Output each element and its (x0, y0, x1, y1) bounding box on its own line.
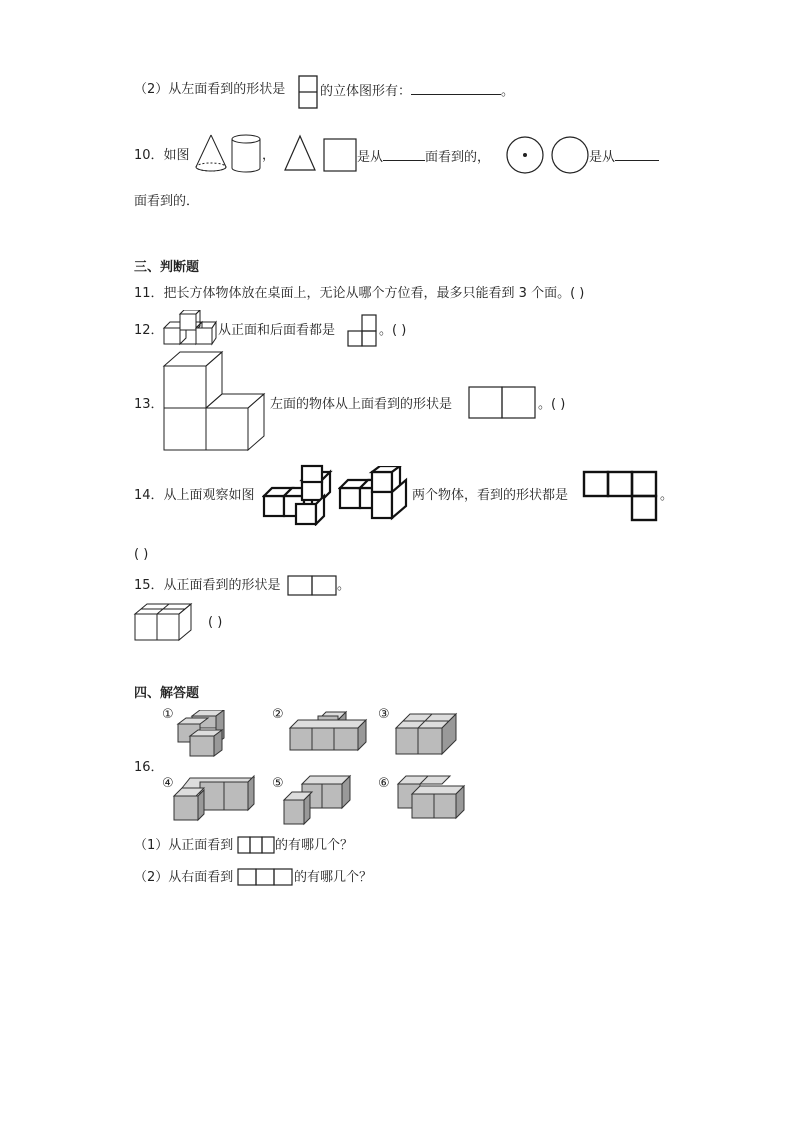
q12-num: 12． (134, 323, 164, 338)
q9-part2-prefix: （2）从左面看到的形状是 (134, 82, 286, 97)
answer-blank[interactable] (615, 146, 659, 161)
q11-text: 11．把长方体物体放在桌面上，无论从哪个方位看，最多只能看到 3 个面。( ) (134, 286, 585, 301)
square-view (323, 138, 357, 172)
circle-view (550, 135, 590, 175)
q12-view-shape (346, 314, 378, 348)
q16-figure-3 (394, 712, 458, 758)
q16-sub1-suffix: 的有哪几个？ (275, 838, 354, 853)
q14-paren: ( ) (134, 547, 149, 562)
q13-paren: 。( ) (538, 397, 566, 412)
q14-top-view-shape (582, 470, 660, 524)
q9-part2-middle: 的立体图形有： (320, 84, 412, 99)
answer-blank[interactable] (411, 80, 501, 95)
cone-figure (193, 133, 229, 173)
q14-object-2 (338, 466, 410, 522)
q9-part2-suffix: 。 (501, 84, 515, 99)
cylinder-figure (230, 134, 262, 174)
q16-figure-1 (176, 710, 232, 760)
q10-line2: 面看到的． (134, 194, 200, 209)
q15-paren: ( ) (208, 615, 223, 630)
q13-text: 左面的物体从上面看到的形状是 (270, 397, 453, 412)
q9-part2 (134, 80, 285, 100)
q15-cube-figure (133, 602, 195, 642)
section-4-title: 四、解答题 (134, 686, 200, 701)
figure-label-4: ④ (162, 776, 174, 791)
figure-label-3: ③ (378, 707, 390, 722)
q14-num: 14．从上面观察如图 (134, 488, 255, 503)
q10-face-1: 面看到的， (425, 150, 491, 165)
q16-figure-6 (396, 774, 466, 820)
triangle-view (283, 134, 317, 172)
q16-sub2-suffix: 的有哪几个？ (294, 870, 373, 885)
q12-paren: 。( ) (379, 323, 407, 338)
q16-figure-5 (282, 774, 352, 826)
figure-label-5: ⑤ (272, 776, 284, 791)
q13-num: 13． (134, 397, 164, 412)
answer-blank[interactable] (383, 146, 425, 161)
circle-with-dot-view (505, 135, 545, 175)
q10-comma: ， (262, 148, 276, 163)
q15-view-shape (287, 575, 337, 597)
q9-left-view-shape (298, 75, 318, 109)
q16-num: 16． (134, 760, 164, 775)
figure-label-1: ① (162, 707, 174, 722)
q16-sub1-shape (237, 836, 275, 854)
figure-label-2: ② (272, 707, 284, 722)
figure-label-6: ⑥ (378, 776, 390, 791)
q13-cube-figure (162, 350, 268, 452)
q10-seen-from-2: 是从 (589, 150, 616, 165)
q13-view-shape (468, 386, 536, 420)
q16-sub2-prefix: （2）从右面看到 (134, 870, 234, 885)
q16-figure-2 (288, 710, 368, 754)
q14-text: 两个物体，看到的形状都是 (412, 488, 569, 503)
q12-cube-figure (162, 310, 218, 346)
q16-sub1-prefix: （1）从正面看到 (134, 838, 234, 853)
q15-end: 。 (337, 578, 351, 593)
q12-text: 从正面和后面看都是 (218, 323, 336, 338)
q10-seen-from-1: 是从 (357, 150, 384, 165)
q14-end: 。 (660, 488, 674, 503)
q10-prefix: 10．如图 (134, 148, 190, 163)
q14-object-1 (262, 464, 334, 526)
section-3-title: 三、判断题 (134, 260, 200, 275)
q16-figure-4 (172, 774, 256, 822)
q16-sub2-shape (237, 868, 293, 886)
q15-text: 15．从正面看到的形状是 (134, 578, 281, 593)
